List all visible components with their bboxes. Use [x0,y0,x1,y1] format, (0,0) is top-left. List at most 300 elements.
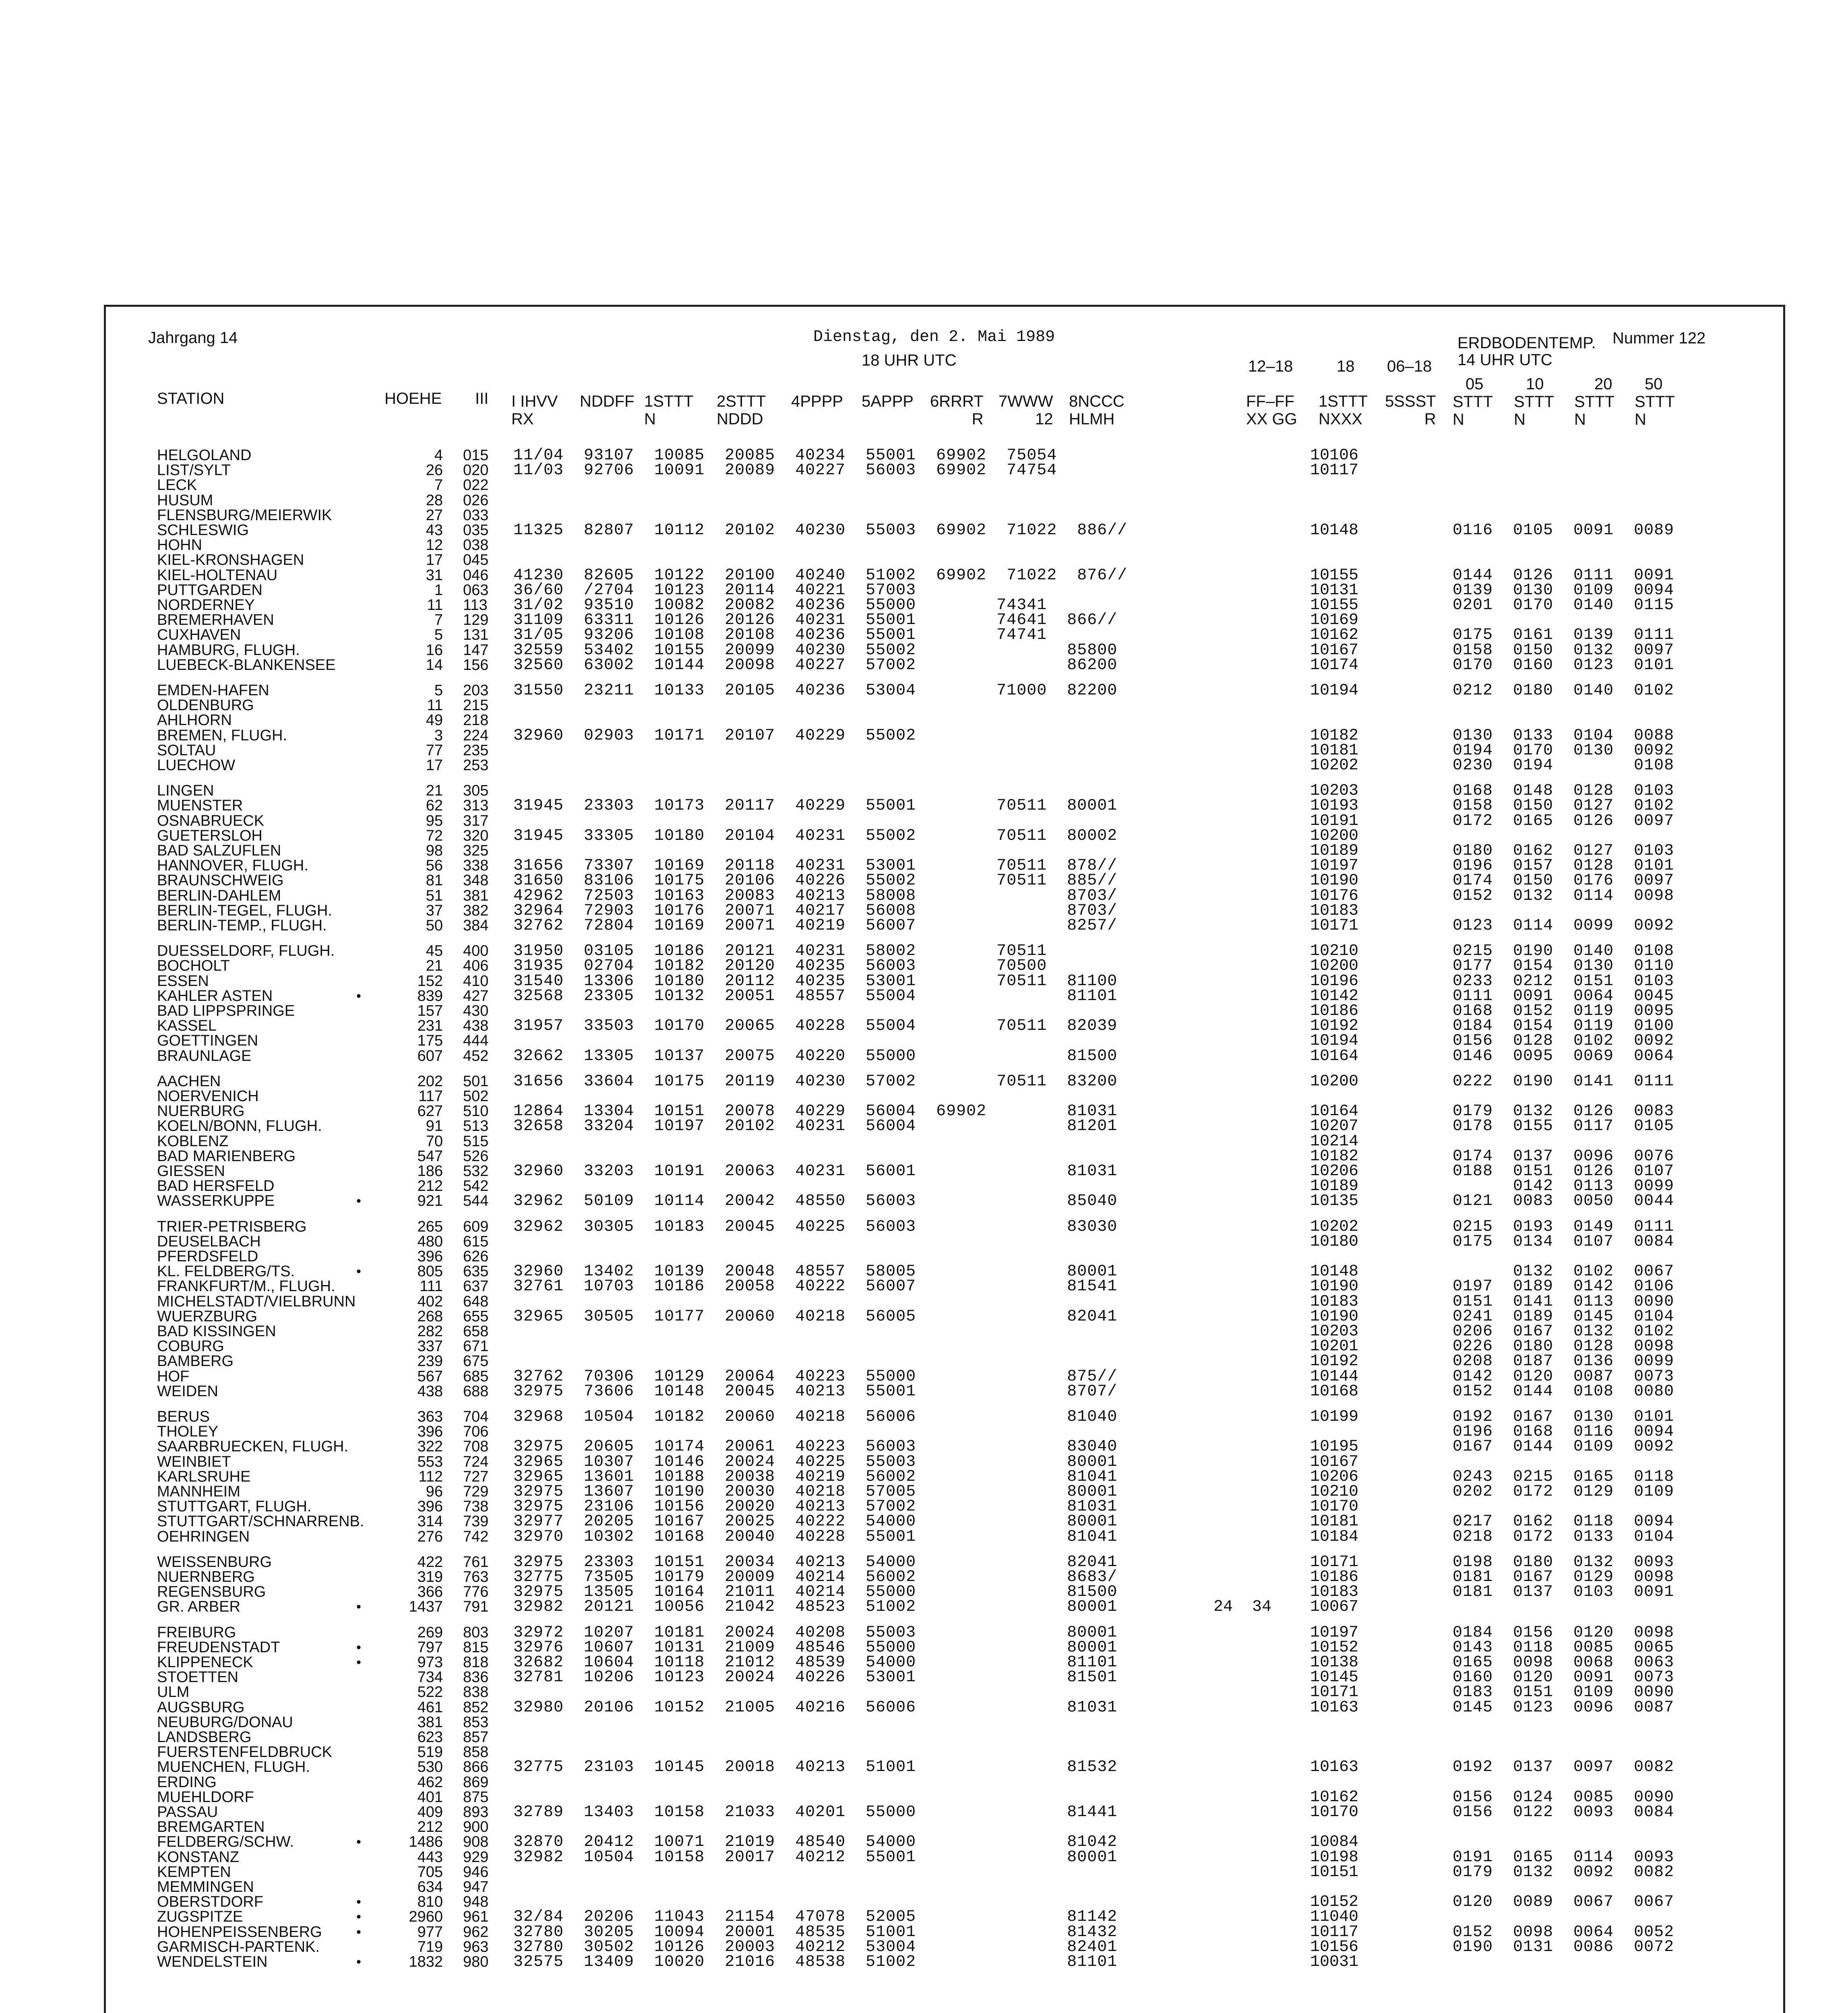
table-row [0,798,1848,813]
station-height: 51 [426,887,443,904]
soil-temperatures: 0158 0150 0127 0102 [1453,797,1674,815]
table-row [0,1715,1848,1730]
station-name: GOETTINGEN [157,1032,258,1049]
station-id: 515 [463,1133,489,1150]
table-row [0,628,1848,643]
temperature-group: 10181 [1310,742,1359,760]
soil-temperatures: 0194 0170 0130 0092 [1453,742,1674,760]
synop-groups: 32870 20412 10071 21019 48540 54000 81042 [513,1833,1118,1851]
soil-temperatures: 0120 0089 0067 0067 [1453,1893,1674,1911]
station-height: 26 [426,462,443,479]
soil-temperatures: 0152 0098 0064 0052 [1453,1923,1674,1941]
station-id: 635 [463,1263,489,1280]
temperature-group: 10183 [1310,902,1359,920]
table-row [0,1439,1848,1454]
synop-groups: 31656 73307 10169 20118 40231 53001 70511 878// [513,857,1118,875]
station-id: 671 [463,1338,489,1355]
soil-temperatures: 0218 0172 0133 0104 [1453,1528,1674,1546]
soil-temperatures: 0139 0130 0109 0094 [1453,581,1674,599]
table-row [0,1089,1848,1104]
synop-groups: 32982 20121 10056 21042 48523 51002 80001 [513,1598,1118,1616]
station-name: LINGEN [157,782,214,799]
station-name: NUERNBERG [157,1569,255,1585]
temperature-group: 10202 [1310,1218,1359,1236]
soil-temperatures: 0233 0212 0151 0103 [1453,972,1674,990]
station-height: 95 [426,812,443,829]
station-id: 400 [463,942,489,959]
synop-groups: 32/84 20206 11043 21154 47078 52005 81142 [513,1908,1118,1926]
synop-groups: 32968 10504 10182 20060 40218 56006 81040 [513,1408,1118,1426]
col-18: 18 [1337,358,1355,375]
station-name: HELGOLAND [157,447,252,464]
station-id: 655 [463,1308,489,1325]
station-height: 402 [417,1293,443,1310]
station-name: FREIBURG [157,1624,236,1641]
temperature-group: 10171 [1310,917,1359,935]
station-id: 626 [463,1248,489,1265]
col-g8: 7WWW 12 [998,393,1053,428]
station-height: 553 [417,1453,443,1470]
temperature-group: 10163 [1310,1758,1359,1776]
station-name: BERLIN-TEMP., FLUGH. [157,917,327,934]
temperature-group: 10152 [1310,1639,1359,1657]
station-height: 480 [417,1233,443,1250]
mountain-station-marker: • [356,988,361,1004]
soil-temperatures: 0142 0120 0087 0073 [1453,1368,1674,1386]
table-row [0,598,1848,613]
station-id: 763 [463,1569,489,1585]
table-row [0,1775,1848,1790]
station-height: 921 [417,1193,443,1209]
station-height: 77 [426,742,443,759]
synop-groups: 31945 33305 10180 20104 40231 55002 70511 80002 [513,827,1118,845]
table-row [0,1104,1848,1119]
station-id: 706 [463,1423,489,1440]
synop-groups: 32975 13607 10190 20030 40218 57005 80001 [513,1483,1118,1501]
table-row [0,783,1848,798]
table-row [0,698,1848,713]
mountain-station-marker: • [356,1599,361,1614]
soil-temperatures: 0181 0137 0103 0091 [1453,1583,1674,1601]
station-height: 719 [417,1939,443,1955]
synop-groups: 32775 73505 10179 20009 40214 56002 8683/ [513,1568,1118,1586]
station-id: 838 [463,1684,489,1701]
mountain-station-marker: • [356,1640,361,1655]
station-id: 900 [463,1819,489,1835]
table-row [0,568,1848,583]
synop-groups: 32575 13409 10020 21016 48538 51002 81101 [513,1953,1118,1971]
station-id: 147 [463,642,489,659]
table-row [0,1119,1848,1134]
station-id: 438 [463,1017,489,1034]
station-name: ERDING [157,1774,217,1791]
soil-temperatures: 0111 0091 0064 0045 [1453,987,1674,1005]
temperature-group: 10135 [1310,1192,1359,1210]
station-id: 156 [463,657,489,674]
table-row [0,843,1848,858]
station-id: 131 [463,626,489,643]
table-row [0,1179,1848,1194]
soil-temperatures: 0143 0118 0085 0065 [1453,1639,1674,1657]
station-height: 152 [417,973,443,990]
temperature-group: 10197 [1310,857,1359,875]
station-name: BERUS [157,1408,210,1425]
table-row [0,1164,1848,1179]
station-height: 422 [417,1554,443,1571]
station-height: 70 [426,1133,443,1150]
station-id: 761 [463,1554,489,1571]
station-name: PASSAU [157,1804,218,1821]
temperature-group: 10171 [1310,1683,1359,1701]
table-row [0,1570,1848,1585]
table-row [0,829,1848,843]
table-row [0,814,1848,829]
soil-temperatures: 0170 0160 0123 0101 [1453,656,1674,674]
soil-temperatures: 0181 0167 0129 0098 [1453,1568,1674,1586]
soil-temperatures: 0167 0144 0109 0092 [1453,1438,1674,1456]
temperature-group: 10171 [1310,1553,1359,1571]
synop-groups: 32682 10604 10118 21012 48539 54000 81101 [513,1653,1118,1672]
station-name: NORDERNEY [157,597,255,614]
table-row [0,889,1848,903]
station-height: 705 [417,1864,443,1881]
station-id: 818 [463,1654,489,1671]
station-id: 791 [463,1598,489,1615]
station-name: BAD MARIENBERG [157,1148,296,1165]
soil-temperatures: 0179 0132 0126 0083 [1453,1102,1674,1120]
station-id: 908 [463,1833,489,1850]
col-g9: 8NCCC HLMH [1069,393,1125,428]
temperature-group: 10151 [1310,1863,1359,1881]
station-name: MUENCHEN, FLUGH. [157,1759,310,1775]
soil-temperatures: 0180 0162 0127 0103 [1453,842,1674,860]
table-row [0,1730,1848,1745]
station-name: NUERBURG [157,1103,245,1120]
temperature-group: 10186 [1310,1002,1359,1020]
station-name: AHLHORN [157,712,232,729]
station-id: 637 [463,1278,489,1295]
table-row [0,1805,1848,1820]
station-name: GARMISCH-PARTENK. [157,1939,320,1955]
table-row [0,1455,1848,1469]
station-id: 609 [463,1218,489,1235]
temperature-group: 10067 [1310,1598,1359,1616]
station-id: 947 [463,1879,489,1895]
table-row [0,1033,1848,1048]
station-name: OBERSTDORF [157,1893,263,1910]
soil-temperatures: 0177 0154 0130 0110 [1453,957,1674,975]
station-id: 235 [463,742,489,759]
soil-temperatures: 0202 0172 0129 0109 [1453,1483,1674,1501]
station-height: 314 [417,1513,443,1530]
table-row [0,658,1848,673]
temperature-group: 10194 [1310,1032,1359,1050]
temperature-group: 10186 [1310,1568,1359,1586]
station-id: 430 [463,1002,489,1019]
station-height: 401 [417,1789,443,1806]
soil-temperatures: 0196 0168 0116 0094 [1453,1423,1674,1441]
station-height: 4 [434,447,443,464]
station-id: 215 [463,697,489,714]
table-row [0,1324,1848,1339]
col-stt-05: STTT N [1453,393,1493,428]
synop-groups: 32781 10206 10123 20024 40226 53001 81501 [513,1668,1118,1686]
station-height: 337 [417,1338,443,1355]
station-id: 858 [463,1744,489,1761]
station-height: 117 [418,1088,443,1105]
station-height: 17 [426,757,443,774]
soil-temperatures: 0175 0134 0107 0084 [1453,1233,1674,1251]
soil-temperatures: 0183 0151 0109 0090 [1453,1683,1674,1701]
soil-temperatures: 0121 0083 0050 0044 [1453,1192,1674,1210]
soil-temperatures: 0152 0144 0108 0080 [1453,1383,1674,1401]
table-row [0,1499,1848,1514]
temperature-group: 10210 [1310,942,1359,960]
station-height: 1832 [409,1953,443,1970]
col-g2: NDDFF [580,393,635,410]
synop-groups: 31650 83106 10175 20106 40226 55002 70511 885// [513,872,1118,890]
soil-temperatures: 0116 0105 0091 0089 [1453,521,1674,539]
station-name: BAD KISSINGEN [157,1323,276,1340]
table-row [0,493,1848,508]
temperature-group: 10155 [1310,596,1359,614]
station-id: 320 [463,827,489,844]
soil-temperatures: 0174 0150 0176 0097 [1453,872,1674,890]
station-id: 348 [463,872,489,889]
soil-temperatures: 0198 0180 0132 0093 [1453,1553,1674,1571]
station-id: 510 [463,1103,489,1120]
soil-temperatures: 0172 0165 0126 0097 [1453,812,1674,830]
synop-groups: 32964 72903 10176 20071 40217 56008 8703/ [513,902,1118,920]
synop-groups: 32761 10703 10186 20058 40222 56007 81541 [513,1277,1118,1296]
table-row [0,1249,1848,1264]
temperature-group: 10198 [1310,1848,1359,1866]
soil-temperatures: 0184 0154 0119 0100 [1453,1017,1674,1035]
synop-groups: 31950 03105 10186 20121 40231 58002 70511 [513,942,1047,960]
synop-groups: 32972 10207 10181 20024 40208 55003 80001 [513,1624,1118,1642]
soil-temperatures: 0132 0102 0067 [1453,1263,1674,1281]
table-row [0,1149,1848,1164]
synop-groups: 31945 23303 10173 20117 40229 55001 70511 80001 [513,797,1118,815]
temperature-group: 10148 [1310,1263,1359,1281]
soil-temp-time: 14 UHR UTC [1457,351,1552,369]
table-row [0,553,1848,568]
station-id: 203 [463,682,489,699]
station-height: 212 [417,1178,443,1195]
station-height: 28 [426,492,443,509]
station-name: BAD SALZUFLEN [157,842,281,859]
station-name: MUEHLDORF [157,1789,254,1806]
temperature-group: 10152 [1310,1893,1359,1911]
col-12-18: 12–18 [1248,358,1293,375]
synop-groups: 32560 63002 10144 20098 40227 57002 86200 [513,656,1118,674]
station-name: SCHLESWIG [157,522,249,539]
station-id: 544 [463,1193,489,1209]
station-id: 113 [463,597,488,614]
station-name: STUTTGART/SCHNARRENB. [157,1513,364,1530]
station-name: KOELN/BONN, FLUGH. [157,1118,322,1135]
soil-temperatures: 0145 0123 0096 0087 [1453,1699,1674,1717]
station-id: 129 [463,612,489,628]
station-height: 265 [417,1218,443,1235]
station-name: WUERZBURG [157,1308,258,1325]
station-name: GIESSEN [157,1163,225,1180]
soil-temperatures: 0144 0126 0111 0091 [1453,566,1674,585]
station-id: 893 [463,1804,489,1821]
station-height: 49 [426,712,443,729]
col-g4: 2STTT NDDD [717,393,766,428]
station-height: 45 [426,942,443,959]
synop-groups: 31109 63311 10126 20126 40231 55001 74641 866// [513,611,1118,629]
station-height: 7 [434,477,443,494]
station-name: LUECHOW [157,757,236,774]
station-height: 202 [417,1073,443,1090]
date-label: Dienstag, den 2. Mai 1989 [813,328,1055,346]
synop-groups: 12864 13304 10151 20078 40229 56004 69902 81031 [513,1102,1118,1120]
synop-groups: 32965 10307 10146 20024 40225 55003 80001 [513,1453,1118,1471]
station-id: 708 [463,1438,489,1455]
table-row [0,1004,1848,1019]
station-name: KOBLENZ [157,1133,229,1150]
station-name: KIEL-HOLTENAU [157,567,278,584]
station-height: 7 [434,612,443,628]
station-height: 1486 [409,1833,443,1850]
mountain-station-marker: • [356,1834,361,1850]
soil-temperatures: 0146 0095 0069 0064 [1453,1047,1674,1065]
station-id: 526 [463,1148,489,1165]
table-row [0,683,1848,698]
temperature-group: 10192 [1310,1017,1359,1035]
col-depth-50: 50 [1645,375,1663,393]
station-id: 675 [463,1353,489,1370]
station-id: 452 [463,1048,489,1064]
soil-temperatures: 0168 0148 0128 0103 [1453,782,1674,800]
station-id: 704 [463,1408,489,1425]
station-height: 519 [417,1744,443,1761]
station-height: 175 [417,1032,443,1049]
soil-temperatures: 0123 0114 0099 0092 [1453,917,1674,935]
synop-groups: 31935 02704 10182 20120 40235 56003 70500 [513,957,1047,975]
station-name: FREUDENSTADT [157,1639,280,1656]
station-height: 461 [417,1699,443,1716]
synop-groups: 31656 33604 10175 20119 40230 57002 70511 83200 [513,1073,1118,1091]
soil-temperatures: 0192 0167 0130 0101 [1453,1408,1674,1426]
table-row [0,1600,1848,1614]
station-id: 253 [463,757,489,774]
soil-temperatures: 0243 0215 0165 0118 [1453,1468,1674,1486]
col-g7: 6RRRT R [930,393,984,428]
mountain-station-marker: • [356,1193,361,1209]
station-height: 396 [417,1248,443,1265]
temperature-group: 10194 [1310,682,1359,700]
synop-groups: 31957 33503 10170 20065 40228 55004 70511 82039 [513,1017,1118,1035]
station-name: FLENSBURG/MEIERWIK [157,507,332,524]
synop-groups: 32762 70306 10129 20064 40223 55000 875// [513,1368,1118,1386]
col-06-18: 06–18 [1387,358,1432,375]
station-height: 522 [417,1684,443,1701]
issue-number: Nummer 122 [1612,329,1706,347]
mountain-station-marker: • [356,1894,361,1910]
temperature-group: 10162 [1310,1788,1359,1806]
table-row [0,508,1848,523]
table-row [0,1925,1848,1940]
temperature-group: 10145 [1310,1668,1359,1686]
mountain-station-marker: • [356,1655,361,1670]
soil-temperatures: 0156 0124 0085 0090 [1453,1788,1674,1806]
station-height: 634 [417,1879,443,1895]
col-stt-50: STTT N [1635,393,1675,428]
station-id: 015 [463,447,489,464]
temperature-group: 10192 [1310,1352,1359,1370]
station-height: 2960 [409,1908,443,1925]
mountain-station-marker: • [356,1909,361,1924]
soil-temperatures: 0192 0137 0097 0082 [1453,1758,1674,1776]
station-id: 648 [463,1293,489,1310]
station-height: 12 [426,537,443,554]
table-row [0,743,1848,758]
temperature-group: 10163 [1310,1699,1359,1717]
synop-groups: 11/03 92706 10091 20089 40227 56003 69902 74754 [513,461,1057,479]
temperature-group: 10207 [1310,1117,1359,1135]
temperature-group: 10183 [1310,1583,1359,1601]
table-row [0,1685,1848,1700]
station-height: 96 [426,1483,443,1500]
soil-temperatures: 0217 0162 0118 0094 [1453,1513,1674,1531]
temperature-group: 10206 [1310,1468,1359,1486]
soil-temperatures: 0190 0131 0086 0072 [1453,1938,1674,1956]
station-name: BAD HERSFELD [157,1178,275,1195]
temperature-group: 10191 [1310,812,1359,830]
synop-groups: 31/02 93510 10082 20082 40236 55000 74341 [513,596,1047,614]
station-height: 381 [417,1714,443,1731]
table-row [0,1745,1848,1760]
station-name: DUESSELDORF, FLUGH. [157,942,335,959]
station-height: 567 [417,1368,443,1385]
station-id: 035 [463,522,489,539]
synop-groups: 32960 02903 10171 20107 40229 55002 [513,727,916,745]
temperature-group: 10196 [1310,972,1359,990]
station-name: WENDELSTEIN [157,1953,268,1970]
soil-temperatures: 0196 0157 0128 0101 [1453,857,1674,875]
table-row [0,1940,1848,1955]
station-name: BOCHOLT [157,957,230,974]
station-name: LECK [157,477,197,494]
temperature-group: 10197 [1310,1624,1359,1642]
station-name: AACHEN [157,1073,221,1090]
soil-temperatures: 0226 0180 0128 0098 [1453,1337,1674,1356]
station-height: 112 [418,1468,443,1485]
synop-groups: 32970 10302 10168 20040 40228 55001 81041 [513,1528,1118,1546]
station-height: 623 [417,1729,443,1746]
table-row [0,1850,1848,1865]
temperature-group: 10138 [1310,1653,1359,1672]
table-row [0,448,1848,463]
station-name: BERLIN-TEGEL, FLUGH. [157,902,332,919]
synop-groups: 32977 20205 10167 20025 40222 54000 80001 [513,1513,1118,1531]
station-name: DEUSELBACH [157,1233,261,1250]
synop-groups: 32962 30305 10183 20045 40225 56003 83030 [513,1218,1118,1236]
station-id: 688 [463,1383,489,1400]
synop-groups: 11325 82807 10112 20102 40230 55003 69902 71022 886// [513,521,1128,539]
table-row [0,1019,1848,1033]
station-height: 797 [417,1639,443,1656]
station-name: LANDSBERG [157,1729,252,1746]
station-name: BREMEN, FLUGH. [157,727,287,744]
table-row [0,643,1848,658]
temperature-group: 10117 [1310,1923,1359,1941]
station-id: 658 [463,1323,489,1340]
station-id: 063 [463,582,489,599]
